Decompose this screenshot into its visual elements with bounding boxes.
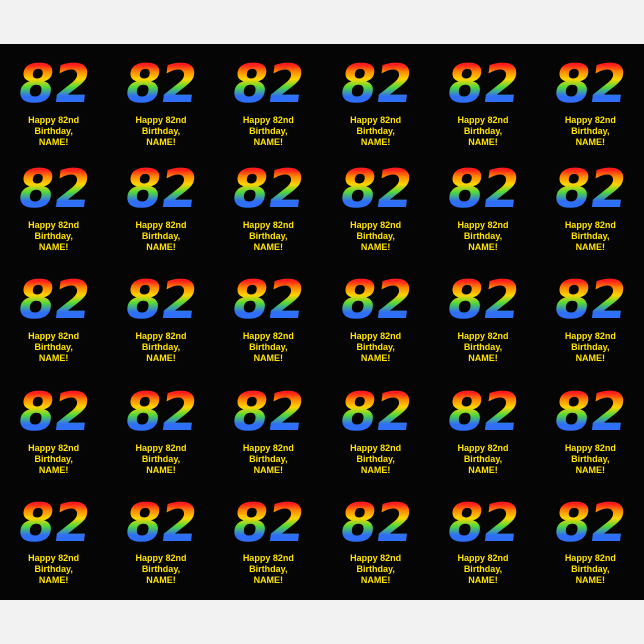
pattern-tile — [537, 378, 644, 489]
caption-line-1: Happy 82nd — [350, 331, 402, 342]
caption-line-1: Happy 82nd — [242, 331, 294, 342]
age-number: 82 — [443, 492, 523, 554]
birthday-caption — [350, 553, 401, 586]
caption-line-2: Birthday, — [141, 453, 181, 464]
pattern-tile — [215, 378, 322, 489]
caption-line-1: Happy 82nd — [457, 115, 509, 125]
caption-line-3: NAME! — [38, 353, 69, 364]
caption-line-2: Birthday, — [249, 342, 288, 353]
caption-line-2: Birthday, — [249, 563, 288, 574]
caption-line-1: Happy 82nd — [564, 552, 616, 563]
birthday-caption — [457, 553, 508, 586]
caption-line-1: Happy 82nd — [457, 552, 509, 563]
birthday-caption — [457, 220, 508, 253]
caption-line-3: NAME! — [575, 353, 606, 364]
caption-line-3: NAME! — [360, 242, 391, 253]
caption-line-3: NAME! — [253, 464, 284, 475]
caption-line-3: NAME! — [146, 574, 176, 585]
caption-line-2: Birthday, — [571, 563, 610, 574]
caption-line-2: Birthday, — [34, 231, 73, 242]
pattern-tile — [0, 489, 107, 600]
age-number: 82 — [228, 492, 308, 554]
age-number: 82 — [443, 381, 523, 443]
pattern-tile — [215, 155, 322, 266]
caption-line-3: NAME! — [146, 353, 176, 364]
birthday-caption — [243, 553, 294, 586]
birthday-caption — [28, 115, 79, 148]
age-number: 82 — [121, 159, 201, 221]
caption-line-2: Birthday, — [34, 563, 73, 574]
pattern-tile — [537, 155, 644, 266]
caption-line-1: Happy 82nd — [350, 442, 402, 453]
age-number: 82 — [443, 54, 523, 115]
age-number: 82 — [550, 381, 630, 443]
caption-line-2: Birthday, — [356, 231, 395, 242]
caption-line-1: Happy 82nd — [28, 552, 80, 563]
caption-line-3: NAME! — [253, 242, 284, 253]
age-number: 82 — [443, 270, 523, 332]
age-number: 82 — [550, 492, 630, 554]
caption-line-2: Birthday, — [249, 231, 288, 242]
pattern-tile — [107, 378, 214, 489]
pattern-tile — [215, 489, 322, 600]
caption-line-1: Happy 82nd — [28, 331, 80, 342]
pattern-tile — [429, 266, 536, 377]
caption-line-1: Happy 82nd — [135, 331, 187, 342]
wrapping-paper-sheet — [0, 44, 644, 600]
caption-line-3: NAME! — [253, 137, 284, 147]
caption-line-3: NAME! — [360, 137, 391, 147]
pattern-tile — [215, 44, 322, 155]
caption-line-2: Birthday, — [356, 126, 395, 136]
age-number: 82 — [336, 159, 416, 221]
pattern-tile — [537, 44, 644, 155]
pattern-tile — [0, 378, 107, 489]
birthday-caption — [28, 443, 79, 476]
caption-line-2: Birthday, — [141, 563, 181, 574]
caption-line-3: NAME! — [360, 574, 391, 585]
caption-line-3: NAME! — [575, 464, 606, 475]
birthday-caption — [457, 331, 508, 364]
pattern-tile — [215, 266, 322, 377]
pattern-tile — [429, 44, 536, 155]
age-number: 82 — [336, 492, 416, 554]
age-number: 82 — [14, 381, 94, 443]
caption-line-3: NAME! — [253, 353, 284, 364]
caption-line-3: NAME! — [575, 242, 606, 253]
age-number: 82 — [550, 270, 630, 332]
age-number: 82 — [121, 492, 201, 554]
birthday-caption — [243, 331, 294, 364]
birthday-caption — [135, 115, 186, 148]
caption-line-1: Happy 82nd — [350, 220, 402, 231]
caption-line-1: Happy 82nd — [135, 220, 187, 231]
pattern-tile — [322, 155, 429, 266]
caption-line-3: NAME! — [146, 137, 176, 147]
pattern-tile — [322, 489, 429, 600]
birthday-caption — [28, 553, 79, 586]
birthday-caption — [350, 443, 401, 476]
caption-line-2: Birthday, — [463, 126, 503, 136]
age-number: 82 — [14, 54, 94, 115]
pattern-tile — [322, 378, 429, 489]
caption-line-3: NAME! — [146, 464, 176, 475]
birthday-caption — [350, 331, 401, 364]
caption-line-1: Happy 82nd — [28, 115, 80, 125]
caption-line-1: Happy 82nd — [135, 552, 187, 563]
caption-line-3: NAME! — [360, 464, 391, 475]
age-number: 82 — [121, 270, 201, 332]
caption-line-1: Happy 82nd — [28, 442, 80, 453]
birthday-caption — [457, 443, 508, 476]
age-number: 82 — [228, 381, 308, 443]
caption-line-3: NAME! — [468, 137, 498, 147]
pattern-tile — [107, 489, 214, 600]
caption-line-1: Happy 82nd — [564, 331, 616, 342]
caption-line-1: Happy 82nd — [457, 331, 509, 342]
birthday-caption — [350, 115, 401, 148]
pattern-tile — [107, 266, 214, 377]
caption-line-1: Happy 82nd — [242, 115, 294, 125]
caption-line-3: NAME! — [38, 464, 69, 475]
birthday-caption — [565, 443, 616, 476]
caption-line-3: NAME! — [38, 574, 69, 585]
age-number: 82 — [228, 159, 308, 221]
birthday-caption — [457, 115, 508, 148]
birthday-caption — [243, 115, 294, 148]
age-number: 82 — [336, 270, 416, 332]
pattern-grid — [0, 44, 644, 600]
caption-line-2: Birthday, — [571, 342, 610, 353]
caption-line-2: Birthday, — [34, 453, 73, 464]
birthday-caption — [243, 443, 294, 476]
age-number: 82 — [550, 159, 630, 221]
pattern-tile — [429, 489, 536, 600]
age-number: 82 — [228, 270, 308, 332]
caption-line-1: Happy 82nd — [242, 552, 294, 563]
caption-line-2: Birthday, — [141, 126, 181, 136]
birthday-caption — [135, 331, 186, 364]
caption-line-3: NAME! — [468, 242, 498, 253]
age-number: 82 — [228, 54, 308, 115]
caption-line-1: Happy 82nd — [242, 442, 294, 453]
age-number: 82 — [14, 159, 94, 221]
birthday-caption — [565, 553, 616, 586]
caption-line-2: Birthday, — [463, 563, 503, 574]
caption-line-2: Birthday, — [571, 453, 610, 464]
birthday-caption — [565, 220, 616, 253]
caption-line-3: NAME! — [38, 137, 69, 147]
caption-line-1: Happy 82nd — [457, 442, 509, 453]
age-number: 82 — [121, 381, 201, 443]
caption-line-1: Happy 82nd — [564, 442, 616, 453]
age-number: 82 — [550, 54, 630, 115]
age-number: 82 — [14, 270, 94, 332]
caption-line-2: Birthday, — [571, 126, 610, 136]
caption-line-2: Birthday, — [356, 563, 395, 574]
caption-line-2: Birthday, — [571, 231, 610, 242]
pattern-tile — [0, 266, 107, 377]
caption-line-1: Happy 82nd — [135, 442, 187, 453]
caption-line-2: Birthday, — [463, 342, 503, 353]
caption-line-3: NAME! — [360, 353, 391, 364]
birthday-caption — [135, 553, 186, 586]
age-number: 82 — [443, 159, 523, 221]
pattern-tile — [322, 266, 429, 377]
caption-line-1: Happy 82nd — [135, 115, 187, 125]
pattern-tile — [107, 44, 214, 155]
caption-line-2: Birthday, — [249, 126, 288, 136]
pattern-tile — [0, 44, 107, 155]
caption-line-3: NAME! — [468, 574, 498, 585]
caption-line-1: Happy 82nd — [242, 220, 294, 231]
pattern-tile — [322, 44, 429, 155]
caption-line-3: NAME! — [468, 464, 498, 475]
birthday-caption — [565, 115, 616, 148]
pattern-tile — [107, 155, 214, 266]
caption-line-1: Happy 82nd — [564, 220, 616, 231]
pattern-tile — [537, 266, 644, 377]
age-number: 82 — [121, 54, 201, 115]
caption-line-2: Birthday, — [34, 126, 73, 136]
birthday-caption — [28, 331, 79, 364]
age-number: 82 — [14, 492, 94, 554]
caption-line-3: NAME! — [575, 574, 606, 585]
pattern-tile — [537, 489, 644, 600]
birthday-caption — [350, 220, 401, 253]
caption-line-1: Happy 82nd — [564, 115, 616, 125]
caption-line-2: Birthday, — [463, 453, 503, 464]
caption-line-2: Birthday, — [141, 231, 181, 242]
caption-line-3: NAME! — [146, 242, 176, 253]
caption-line-3: NAME! — [468, 353, 498, 364]
caption-line-1: Happy 82nd — [350, 115, 402, 125]
birthday-caption — [28, 220, 79, 253]
pattern-tile — [429, 155, 536, 266]
caption-line-3: NAME! — [575, 137, 606, 147]
caption-line-3: NAME! — [253, 574, 284, 585]
caption-line-1: Happy 82nd — [350, 552, 402, 563]
caption-line-2: Birthday, — [34, 342, 73, 353]
age-number: 82 — [336, 381, 416, 443]
caption-line-3: NAME! — [38, 242, 69, 253]
caption-line-2: Birthday, — [356, 453, 395, 464]
birthday-caption — [135, 443, 186, 476]
caption-line-1: Happy 82nd — [28, 220, 80, 231]
birthday-caption — [243, 220, 294, 253]
birthday-caption — [135, 220, 186, 253]
caption-line-2: Birthday, — [141, 342, 181, 353]
caption-line-1: Happy 82nd — [457, 220, 509, 231]
pattern-tile — [429, 378, 536, 489]
caption-line-2: Birthday, — [249, 453, 288, 464]
caption-line-2: Birthday, — [463, 231, 503, 242]
pattern-tile — [0, 155, 107, 266]
age-number: 82 — [336, 54, 416, 115]
caption-line-2: Birthday, — [356, 342, 395, 353]
birthday-caption — [565, 331, 616, 364]
